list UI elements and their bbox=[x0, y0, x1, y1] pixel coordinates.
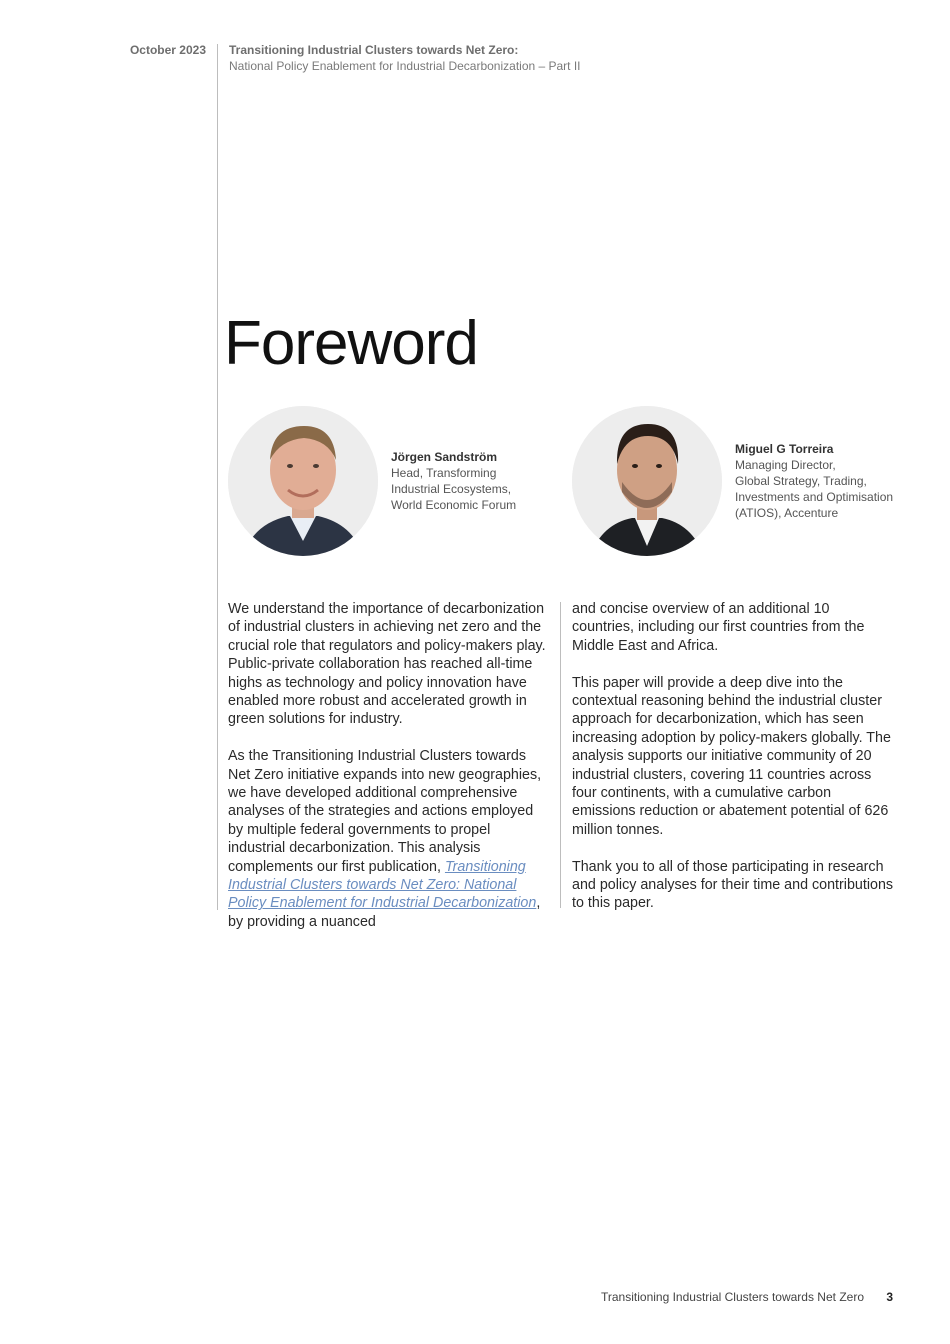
paragraph-text: As the Transitioning Industrial Clusters towards Net Zero initiative expands into new geographies, we have developed additional comprehensive analyses of the strategies and actions employed by multiple federal governments to propel industrial decarbonization. This analysis complements our first publication, bbox=[228, 748, 542, 875]
page-number: 3 bbox=[886, 1290, 893, 1304]
portrait-miguel-torreira bbox=[572, 406, 722, 556]
page-title: Foreword bbox=[224, 309, 478, 378]
body-column-right bbox=[572, 600, 894, 931]
person-caption-2 bbox=[735, 441, 905, 521]
person-photo-icon bbox=[572, 406, 722, 556]
footer-title: Transitioning Industrial Clusters towards Net Zero bbox=[601, 1290, 864, 1304]
person-role-line: Global Strategy, Trading, bbox=[735, 474, 867, 488]
body-paragraph bbox=[228, 747, 550, 931]
person-name: Miguel G Torreira bbox=[735, 442, 834, 456]
portrait-jorgen-sandstrom bbox=[228, 406, 378, 556]
person-role-line: (ATIOS), Accenture bbox=[735, 506, 839, 520]
person-role-line: Head, Transforming bbox=[391, 466, 497, 480]
person-role-line: World Economic Forum bbox=[391, 498, 517, 512]
body-paragraph: This paper will provide a deep dive into the contextual reasoning behind the industrial cluster approach for decarbonization, which has seen increasing adoption by policy-makers globally. The analysis supports our initiative community of 20 industrial clusters, covering 11 countries across four continents, with a cumulative carbon emissions reduction or abatement potential of 626 million tonnes. bbox=[572, 674, 891, 838]
body-paragraph: Thank you to all of those participating in research and policy analyses for their time and contributions to this paper. bbox=[572, 858, 894, 912]
header-subtitle: National Policy Enablement for Industrial Decarbonization – Part II bbox=[229, 59, 581, 73]
paragraph-text: , by providing a nuanced bbox=[228, 895, 541, 930]
header-date: October 2023 bbox=[129, 43, 206, 57]
body-column-left bbox=[228, 600, 550, 950]
body-paragraph: We understand the importance of decarbonization of industrial clusters in achieving net zero and the crucial role that regulators and policy-makers play. Public-private collaboration has reached all-time highs as technology and policy innovation have enabled more robust and accelerated growth in green solutions for industry. bbox=[228, 601, 546, 728]
person-photo-icon bbox=[228, 406, 378, 556]
person-role-line: Investments and Optimisation bbox=[735, 490, 894, 504]
person-caption-1 bbox=[391, 449, 551, 513]
person-role-line: Managing Director, bbox=[735, 458, 836, 472]
column-divider bbox=[560, 602, 561, 908]
header-title: Transitioning Industrial Clusters towards Net Zero: bbox=[229, 43, 519, 57]
body-paragraph: and concise overview of an additional 10 countries, including our first countries from the Middle East and Africa. bbox=[572, 601, 865, 654]
person-role-line: Industrial Ecosystems, bbox=[391, 482, 512, 496]
publication-link[interactable]: Transitioning Industrial Clusters towards Net Zero: National Policy Enablement for Industrial Decarbonization bbox=[228, 858, 537, 912]
header-divider bbox=[217, 44, 218, 910]
person-name: Jörgen Sandström bbox=[391, 450, 498, 464]
